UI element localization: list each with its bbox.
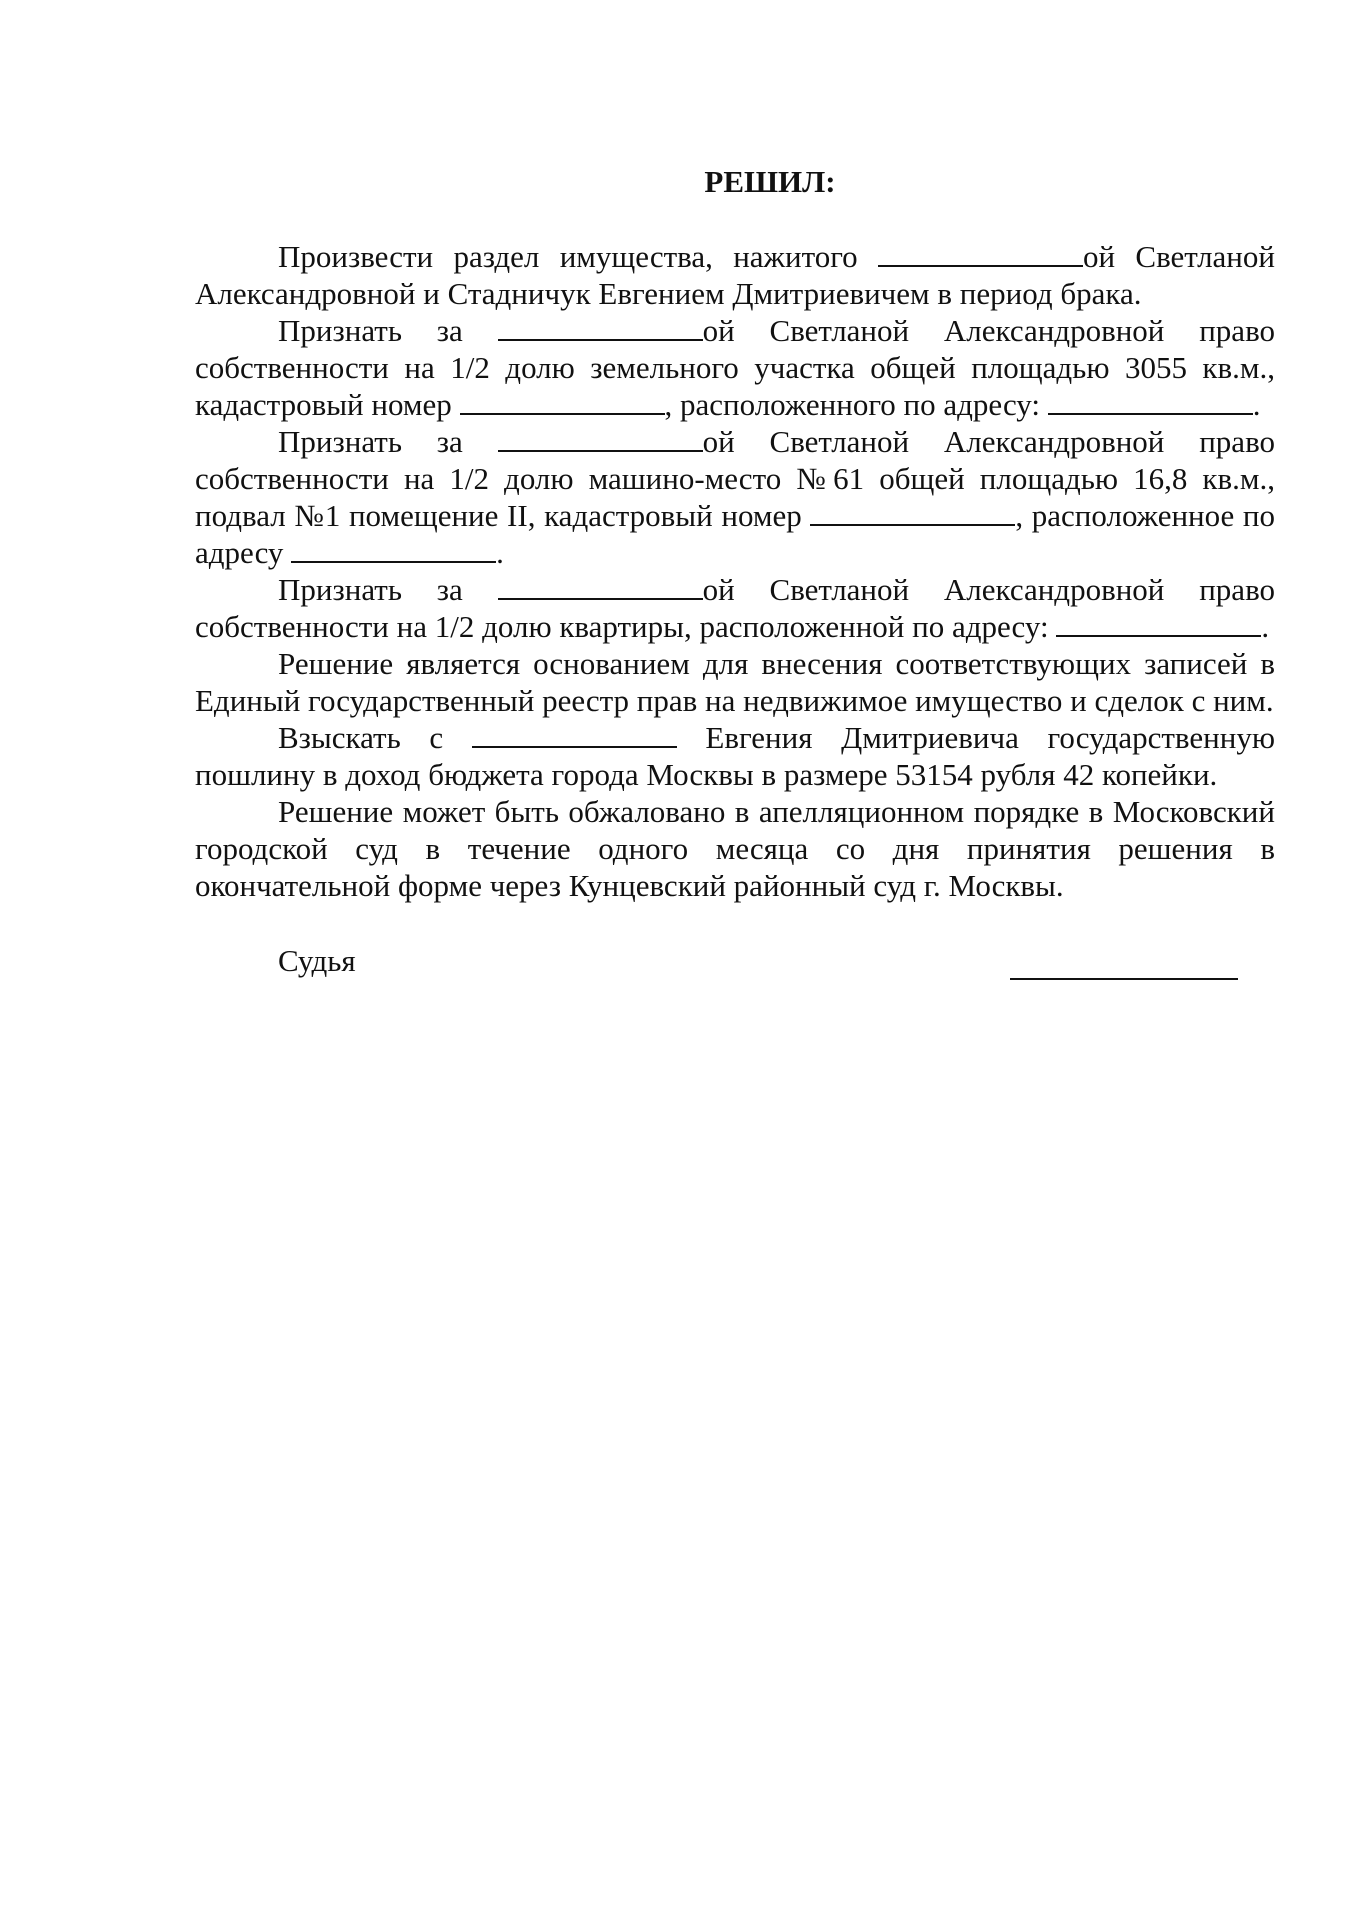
text-segment: Взыскать с [278,720,472,755]
blank-cadastral-number-field [810,498,1015,526]
blank-surname-field [498,572,703,600]
paragraph-property-division [195,238,1275,312]
paragraph-state-duty [195,719,1275,793]
signature-block [195,942,1275,982]
paragraph-parking-space [195,423,1275,571]
text-segment: Признать за [278,313,498,348]
blank-surname-field [878,239,1083,267]
blank-address-field [291,535,496,563]
text-segment: ой Светланой Александровной право собственности на 1/2 долю квартиры, расположенной по адресу: [195,572,1275,644]
blank-surname-field [498,424,703,452]
text-segment: Признать за [278,572,498,607]
judge-label: Судья [278,943,356,978]
text-segment: , расположенного по адресу: [664,387,1048,422]
text-segment: ой Светланой Александровной право собственности на 1/2 долю земельного участка общей площадью 3055 кв.м., кадастровый номер [195,313,1275,422]
text-segment: ой Светланой Александровной и Стадничук Евгением Дмитриевичем в период брака. [195,239,1275,311]
paragraph-apartment [195,571,1275,645]
text-segment: Признать за [278,424,498,459]
signature-line [1010,952,1238,980]
blank-surname-field [498,313,703,341]
text-segment: , расположенное по адресу [195,498,1276,570]
text-segment: . [1261,609,1270,644]
paragraph-land-plot [195,312,1275,423]
text-segment: Евгения Дмитриевича государственную пошлину в доход бюджета города Москвы в размере 53154 рубля 42 копейки. [195,720,1275,792]
blank-cadastral-number-field [460,387,665,415]
blank-surname-field [472,720,677,748]
text-segment: . [496,535,504,570]
text-segment: Произвести раздел имущества, нажитого [278,239,878,274]
text-segment: ой Светланой Александровной право собственности на 1/2 долю машино-место №61 общей площадью 16,8 кв.м., подвал №1 помещение II, кадастровый номер [195,424,1275,533]
blank-address-field [1056,609,1261,637]
decision-heading: РЕШИЛ: [704,164,836,199]
paragraph-appeal: Решение может быть обжаловано в апелляционном порядке в Московский городской суд в течение одного месяца со дня принятия решения в окончательной форме через Кунцевский районный суд г. Москвы. [195,794,1275,903]
blank-address-field [1048,387,1253,415]
paragraph-registry-basis: Решение является основанием для внесения соответствующих записей в Единый государственный реестр прав на недвижимое имущество и сделок с ним. [195,646,1275,718]
text-segment: . [1252,387,1261,422]
document-body [195,163,1275,982]
